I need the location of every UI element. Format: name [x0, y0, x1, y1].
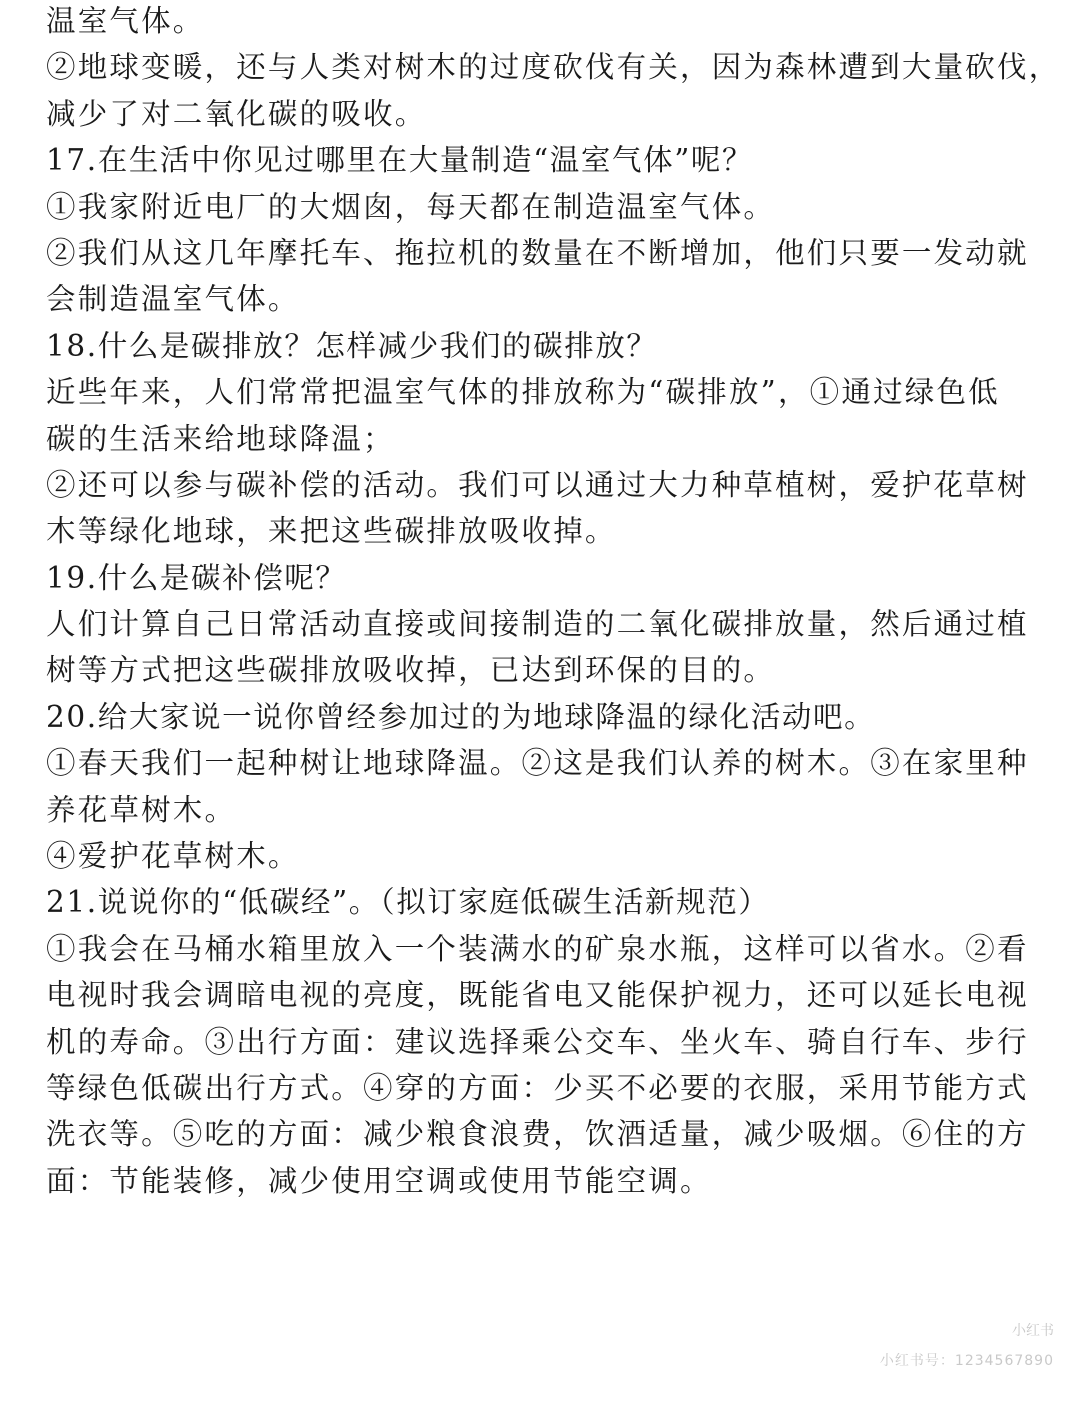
text-line: ④爱护花草树木。 [46, 839, 300, 874]
text-line: ②还可以参与碳补偿的活动。我们可以通过大力种草植树，爱护花草树 [46, 467, 1029, 502]
text-line: ①我家附近电厂的大烟囱，每天都在制造温室气体。 [46, 189, 776, 224]
question-heading: 18.什么是碳排放？怎样减少我们的碳排放？ [46, 328, 658, 363]
text-line: 温室气体。 [46, 4, 205, 38]
text-line: 电视时我会调暗电视的亮度，既能省电又能保护视力，还可以延长电视 [46, 978, 1029, 1013]
text-line: 碳的生活来给地球降温； [46, 421, 395, 456]
document-page [46, 0, 1061, 1204]
text-line: ①春天我们一起种树让地球降温。②这是我们认养的树木。③在家里种 [46, 746, 1029, 781]
text-line: 减少了对二氧化碳的吸收。 [46, 96, 427, 131]
question-heading: 17.在生活中你见过哪里在大量制造“温室气体”呢？ [46, 143, 754, 178]
text-line: 近些年来，人们常常把温室气体的排放称为“碳排放”，①通过绿色低 [46, 375, 1000, 410]
question-heading: 21.说说你的“低碳经”。（拟订家庭低碳生活新规范） [46, 885, 770, 920]
text-line: 养花草树木。 [46, 792, 237, 827]
text-line: ②我们从这几年摩托车、拖拉机的数量在不断增加，他们只要一发动就 [46, 235, 1029, 270]
text-line: 树等方式把这些碳排放吸收掉，已达到环保的目的。 [46, 653, 776, 688]
text-line: ①我会在马桶水箱里放入一个装满水的矿泉水瓶，这样可以省水。②看 [46, 931, 1029, 966]
watermark-text: 小红书号：1234567890 [879, 1353, 1054, 1369]
question-heading: 20.给大家说一说你曾经参加过的为地球降温的绿化活动吧。 [46, 699, 876, 734]
text-line: 机的寿命。③出行方面：建议选择乘公交车、坐火车、骑自行车、步行 [46, 1024, 1029, 1059]
watermark [880, 1320, 1054, 1370]
text-line: 人们计算自己日常活动直接或间接制造的二氧化碳排放量，然后通过植 [46, 607, 1029, 642]
watermark-logo: 小红书 [1012, 1323, 1054, 1339]
text-line: 等绿色低碳出行方式。④穿的方面：少买不必要的衣服，采用节能方式 [46, 1070, 1029, 1105]
question-heading: 19.什么是碳补偿呢？ [46, 560, 347, 595]
text-line: ②地球变暖，还与人类对树木的过度砍伐有关，因为森林遭到大量砍伐， [46, 50, 1061, 85]
text-line: 会制造温室气体。 [46, 282, 300, 317]
text-line: 木等绿化地球，来把这些碳排放吸收掉。 [46, 514, 617, 549]
text-line: 洗衣等。⑤吃的方面：减少粮食浪费，饮酒适量，减少吸烟。⑥住的方 [46, 1117, 1029, 1152]
text-line: 面：节能装修，减少使用空调或使用节能空调。 [46, 1163, 712, 1198]
